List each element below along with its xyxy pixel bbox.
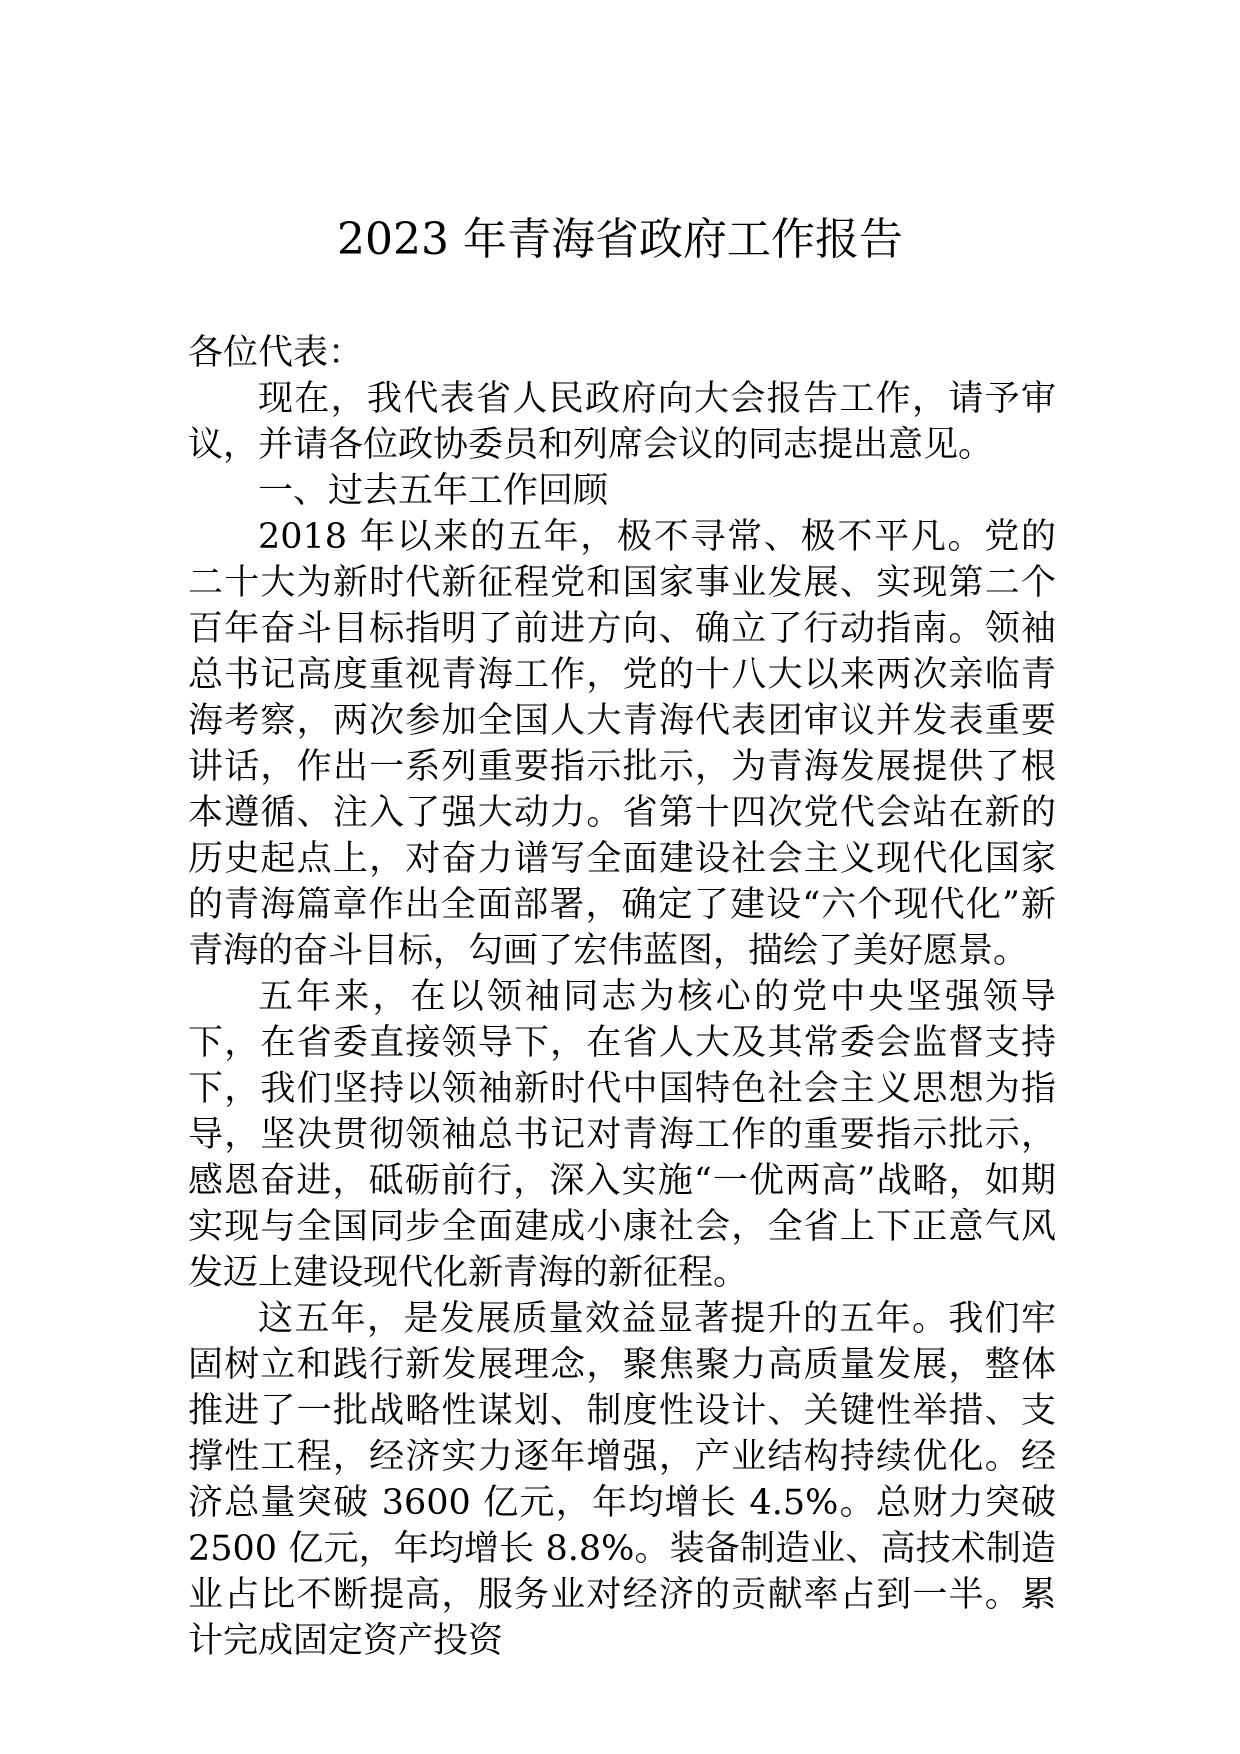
salutation: 各位代表： [188,333,364,373]
paragraph-intro: 现在，我代表省人民政府向大会报告工作，请予审议，并请各位政协委员和列席会议的同志提出意见。 [188,379,1056,465]
section-heading: 一、过去五年工作回顾 [258,471,609,511]
paragraph-overview: 2018 年以来的五年，极不寻常、极不平凡。党的二十大为新时代新征程党和国家事业发展、实现第二个百年奋斗目标指明了前进方向、确立了行动指南。领袖总书记高度重视青海工作，党的十八大以来两次亲临青海考察，两次参加全国人大青海代表团审议并发表重要讲话，作出一系列重要指示批示，为青海发展提供了根本遵循、注入了强大动力。省第十四次党代会站在新的历史起点上，对奋力谱写全面建设社会主义现代化国家的青海篇章作出全面部署，确定了建设“六个现代化”新青海的奋斗目标，勾画了宏伟蓝图，描绘了美好愿景。 [188,517,1056,971]
paragraph-development: 这五年，是发展质量效益显著提升的五年。我们牢固树立和践行新发展理念，聚焦聚力高质量发展，整体推进了一批战略性谋划、制度性设计、关键性举措、支撑性工程，经济实力逐年增强，产业结构持续优化。经济总量突破 3600 亿元，年均增长 4.5%。总财力突破 2500 亿元，年均增长 8.8%。装备制造业、高技术制造业占比不断提高，服务业对经济的贡献率占到一半。累计完成固定资产投资 [188,1299,1056,1661]
paragraph-leadership: 五年来，在以领袖同志为核心的党中央坚强领导下，在省委直接领导下，在省人大及其常委会监督支持下，我们坚持以领袖新时代中国特色社会主义思想为指导，坚决贯彻领袖总书记对青海工作的重要指示批示，感恩奋进，砥砺前行，深入实施“一优两高”战略，如期实现与全国同步全面建成小康社会，全省上下正意气风发迈上建设现代化新青海的新征程。 [188,977,1056,1293]
document-body [188,330,1056,1664]
document-title: 2023 年青海省政府工作报告 [337,214,903,265]
